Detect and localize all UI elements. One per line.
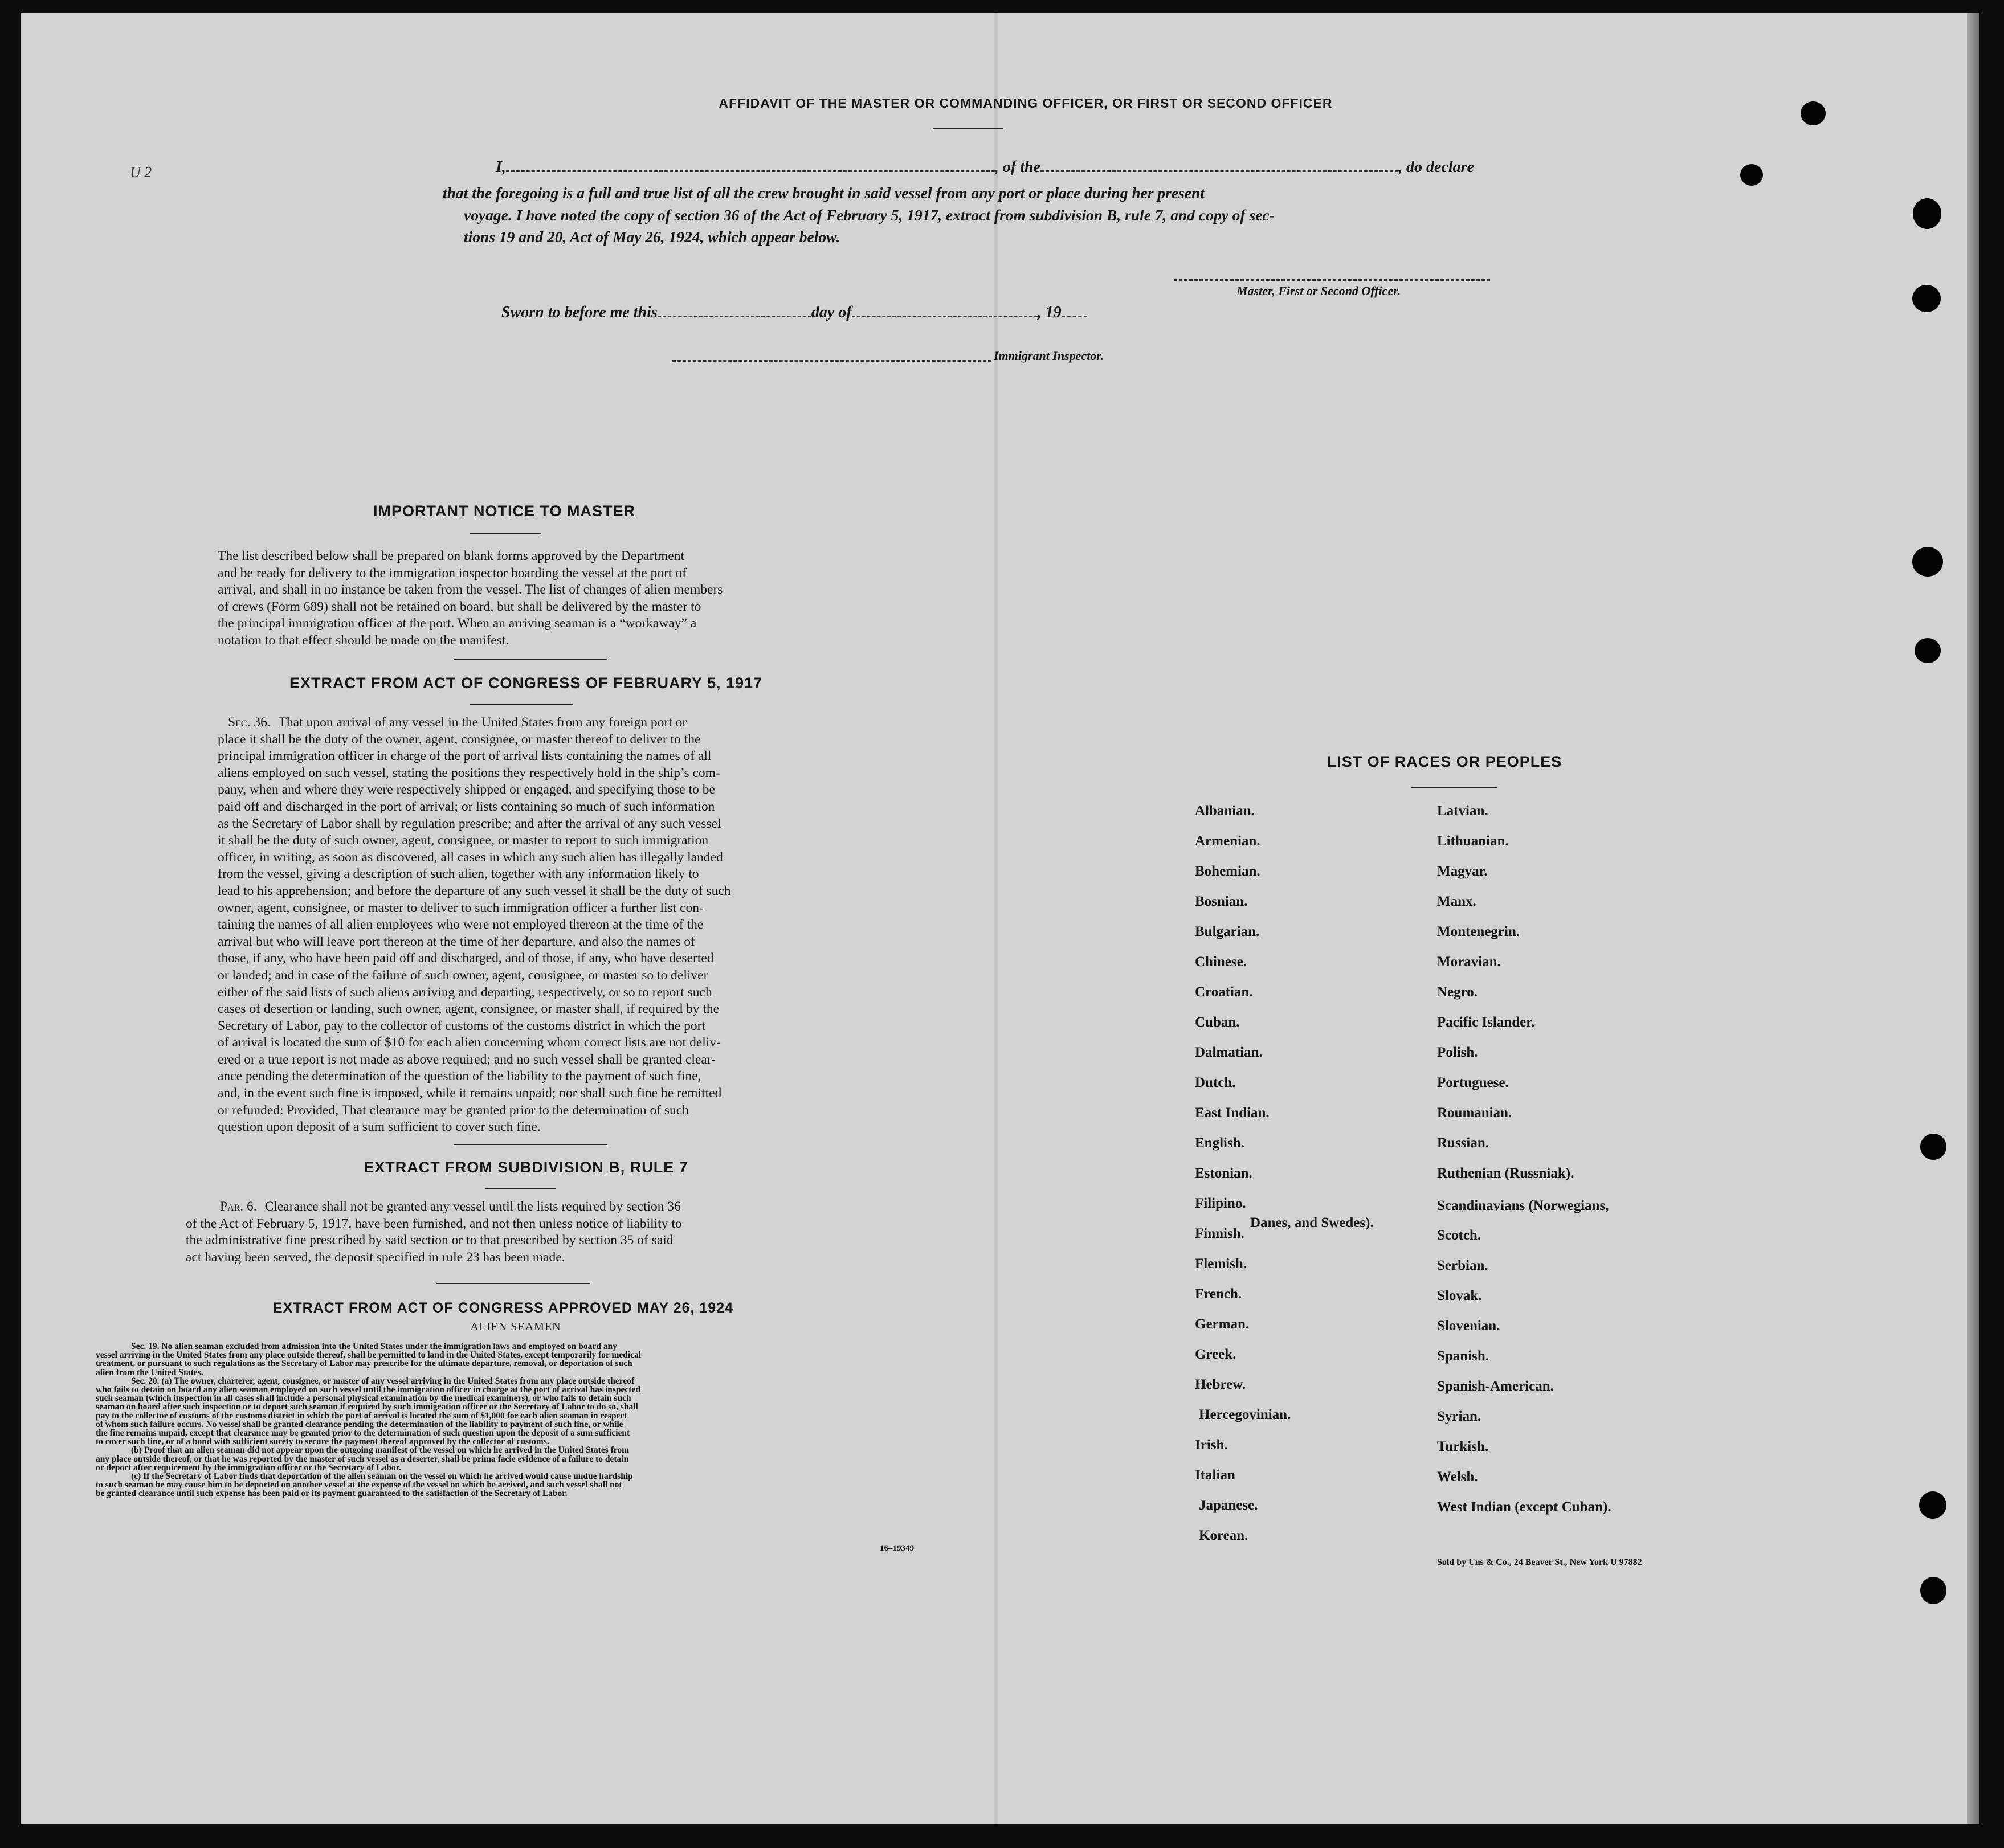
master-signature-label: Master, First or Second Officer.	[1236, 284, 1401, 298]
extract-1924-line: to cover such fine, or of a bond with sufficient surety to secure the payment thereof approved by the collector of customs.	[96, 1437, 549, 1447]
race-entry: Ruthenian (Russniak).	[1437, 1166, 1574, 1181]
rule-7-rule	[485, 1188, 556, 1189]
extract-1917-line: or landed; and in case of the failure of such owner, agent, consignee, or master so to deliver	[218, 967, 708, 983]
extract-1917-line: principal immigration officer in charge of the port of arrival lists containing the names of all	[218, 749, 712, 764]
race-entry: Slovak.	[1437, 1288, 1482, 1303]
extract-1917-line: either of the said lists of such aliens arriving and departing, respectively, or so to report such	[218, 984, 712, 1000]
race-entry: Irish.	[1195, 1437, 1228, 1453]
title-rule	[933, 128, 1003, 129]
race-entry: Chinese.	[1195, 954, 1247, 970]
notice-line: arrival, and shall in no instance be taken from the vessel. The list of changes of alien members	[218, 582, 723, 598]
punch-hole	[1912, 547, 1943, 577]
sworn-day-field[interactable]	[658, 305, 811, 317]
extract-1917-title: EXTRACT FROM ACT OF CONGRESS OF FEBRUARY 5, 1917	[289, 674, 763, 692]
extract-1924-line: Sec. 19. No alien seaman excluded from admission into the United States under the immigration laws and employed on board any	[131, 1342, 617, 1351]
race-entry: Roumanian.	[1437, 1105, 1512, 1121]
form-number: 16–19349	[880, 1544, 914, 1553]
extract-1924-line: to such seaman he may cause him to be deported on another vessel at the expense of the vessel on which he arrived, and such vessel shall not	[96, 1480, 622, 1490]
extract-1917-line: pany, when and where they were respectively shipped or engaged, and specifying those to be	[218, 782, 715, 798]
race-entry: Spanish.	[1437, 1348, 1489, 1364]
race-entry: Greek.	[1195, 1347, 1236, 1362]
race-entry: Montenegrin.	[1437, 924, 1520, 939]
extract-1917-line: it shall be the duty of such owner, agent, consignee, or master to report to such immigration	[218, 833, 709, 848]
sec-36-label: Sec. 36.	[228, 715, 271, 730]
race-entry: Filipino.	[1195, 1196, 1246, 1211]
vessel-name-field[interactable]	[1040, 160, 1398, 172]
race-entry: Spanish-American.	[1437, 1379, 1554, 1394]
race-entry: Latvian.	[1437, 803, 1488, 819]
punch-hole	[1801, 101, 1826, 125]
race-entry: English.	[1195, 1135, 1244, 1151]
race-entry: Welsh.	[1437, 1469, 1478, 1485]
extract-1924-title: EXTRACT FROM ACT OF CONGRESS APPROVED MAY 26, 1924	[272, 1300, 734, 1316]
notice-title-rule	[470, 533, 541, 534]
day-of-label: day of	[811, 304, 852, 321]
race-entry: French.	[1195, 1286, 1242, 1302]
declarant-label: I,	[496, 158, 506, 176]
race-entry: Pacific Islander.	[1437, 1015, 1535, 1030]
declaration-line-2: that the foregoing is a full and true list of all the crew brought in said vessel from any port or place during her present	[443, 184, 1205, 202]
race-entry: Flemish.	[1195, 1256, 1247, 1271]
rule-7-line: the administrative fine prescribed by said section or to that prescribed by section 35 of said	[186, 1233, 674, 1248]
extract-1924-line: who fails to detain on board any alien seaman employed on such vessel until the immigration officer in charge at the port of arrival has inspected	[96, 1385, 640, 1395]
race-entry: Danes, and Swedes).	[1250, 1215, 1374, 1230]
extract-1917-line: Secretary of Labor, pay to the collector of customs of the customs district in which the port	[218, 1018, 705, 1033]
declare-label: , do declare	[1398, 158, 1474, 176]
notice-title: IMPORTANT NOTICE TO MASTER	[373, 502, 635, 520]
affidavit-title: AFFIDAVIT OF THE MASTER OR COMMANDING OFFICER, OR FIRST OR SECOND OFFICER	[719, 96, 1333, 111]
punch-hole	[1912, 285, 1941, 312]
extract-1924-line: (b) Proof that an alien seaman did not appear upon the outgoing manifest of the vessel on which he arrived in the United States from	[131, 1445, 630, 1455]
race-entry: Croatian.	[1195, 984, 1253, 1000]
race-entry: Albanian.	[1195, 803, 1255, 819]
extract-1917-line: as the Secretary of Labor shall by regulation prescribe; and after the arrival of any such vessel	[218, 816, 721, 831]
declaration-line-4: tions 19 and 20, Act of May 26, 1924, which appear below.	[464, 228, 840, 246]
notice-body	[218, 548, 831, 649]
race-entry: Polish.	[1437, 1045, 1478, 1060]
race-entry: Lithuanian.	[1437, 833, 1509, 849]
sworn-line	[501, 304, 1087, 322]
race-entry: Turkish.	[1437, 1439, 1489, 1454]
par-6-label: Par. 6.	[220, 1199, 257, 1214]
extract-1924-line: treatment, or pursuant to such regulations as the Secretary of Labor may prescribe for the ultimate departure, removal, or deportation of such	[96, 1359, 632, 1369]
master-signature-field[interactable]	[1174, 271, 1490, 281]
extract-1924-line: such seaman (which inspection in all cases shall include a personal physical examination by the medical examiners), or who fails to detain such	[96, 1393, 631, 1404]
extract-1924-line: alien from the United States.	[96, 1367, 203, 1377]
extract-1917-line: or refunded: Provided, That clearance may be granted prior to the determination of such	[218, 1102, 689, 1118]
extract-1917-line: arrival but who will leave port thereon at the time of her departure, and also the names of	[218, 934, 695, 949]
punch-hole	[1740, 164, 1763, 186]
race-entry: Moravian.	[1437, 954, 1501, 970]
extract-1917-line: ance pending the determination of the question of the liability to the payment of such fine,	[218, 1069, 701, 1084]
race-entry: Scotch.	[1437, 1228, 1481, 1243]
notice-line: of crews (Form 689) shall not be retained on board, but shall be delivered by the master to	[218, 599, 701, 614]
extract-1917-line: lead to his apprehension; and before the departure of any such vessel it shall be the duty of such	[218, 883, 731, 898]
extract-1917-line: owner, agent, consignee, or master to deliver to such immigration officer a further list con-	[218, 900, 704, 915]
declarant-name-field[interactable]	[506, 160, 995, 172]
extract-1917-line: ered or a true report is not made as above required; and no such vessel shall be granted clear-	[218, 1052, 716, 1067]
extract-1924-line: be granted clearance until such expense has been paid or its payment guaranteed to the satisfaction of the Secretary of Labor.	[96, 1489, 568, 1499]
declaration-line-1	[496, 158, 1474, 177]
race-entry: Bosnian.	[1195, 894, 1248, 909]
inspector-signature-field[interactable]	[672, 352, 991, 362]
extract-1917-line: place it shall be the duty of the owner, agent, consignee, or master thereof to deliver to the	[218, 731, 701, 747]
race-entry: Bulgarian.	[1195, 924, 1260, 939]
race-entry: Negro.	[1437, 984, 1478, 1000]
extract-1917-line: cases of desertion or landing, such owner, agent, consignee, or master shall, if required by the	[218, 1001, 720, 1017]
notice-line: and be ready for delivery to the immigration inspector boarding the vessel at the port of	[218, 565, 687, 580]
race-entry: Armenian.	[1195, 833, 1260, 849]
inspector-label: Immigrant Inspector.	[994, 349, 1104, 363]
center-fold	[994, 13, 998, 1824]
race-entry: German.	[1195, 1317, 1250, 1332]
section-rule	[436, 1283, 590, 1284]
race-entry: Korean.	[1199, 1528, 1248, 1543]
race-entry: Magyar.	[1437, 864, 1488, 879]
extract-1924-line: seaman on board after such inspection or to deport such seaman if required by such immigration officer or the Secretary of Labor to do so, shall	[96, 1402, 638, 1412]
race-entry: Dalmatian.	[1195, 1045, 1263, 1060]
race-entry: East Indian.	[1195, 1105, 1270, 1121]
races-title: LIST OF RACES OR PEOPLES	[1327, 753, 1562, 770]
declaration-line-3: voyage. I have noted the copy of section 36 of the Act of February 5, 1917, extract from subdivision B, rule 7, and copy of sec-	[464, 206, 1275, 224]
sworn-month-field[interactable]	[852, 305, 1038, 317]
race-entry: Scandinavians (Norwegians,	[1437, 1198, 1609, 1213]
extract-1917-rule	[470, 704, 573, 705]
extract-1917-body	[218, 714, 831, 1136]
race-entry: Serbian.	[1437, 1258, 1488, 1273]
extract-1917-line: from the vessel, giving a description of such alien, together with any information likely to	[218, 866, 699, 882]
extract-1924-line: vessel arriving in the United States from any place outside thereof, shall be permitted to land in the United States, except temporarily for medical	[96, 1350, 642, 1360]
punch-hole	[1919, 1491, 1946, 1519]
extract-1924-line: the fine remains unpaid, except that clearance may be granted prior to the determination of such question upon the deposit of a sum sufficient	[96, 1428, 630, 1438]
punch-hole	[1913, 198, 1941, 229]
rule-7-title: EXTRACT FROM SUBDIVISION B, RULE 7	[364, 1159, 688, 1176]
race-entry: Japanese.	[1199, 1498, 1258, 1513]
extract-1917-line: and, in the event such fine is imposed, while it remains unpaid; nor shall such fine be remitted	[218, 1086, 722, 1101]
extract-1917-line: aliens employed on such vessel, stating the positions they respectively hold in the ship’s com-	[218, 765, 720, 780]
extract-1917-line: Sec. 36. That upon arrival of any vessel in the United States from any foreign port or	[228, 715, 687, 730]
year-label: , 19	[1037, 304, 1062, 321]
rule-7-line: of the Act of February 5, 1917, have been furnished, and not then unless notice of liability to	[186, 1216, 682, 1231]
race-entry: Slovenian.	[1437, 1318, 1500, 1334]
race-entry: Finnish.	[1195, 1226, 1244, 1241]
extract-1917-line: officer, in writing, as soon as discovered, all cases in which any such alien has illegally landed	[218, 849, 723, 865]
extract-1924-line: Sec. 20. (a) The owner, charterer, agent, consignee, or master of any vessel arriving in the United States from any place outside thereof	[131, 1376, 635, 1386]
notice-line: notation to that effect should be made on the manifest.	[218, 632, 509, 648]
extract-1917-line: those, if any, who have been paid off and discharged, and of those, if any, who have deserted	[218, 951, 714, 966]
rule-7-line: act having been served, the deposit specified in rule 23 has been made.	[186, 1249, 565, 1265]
extract-1917-line: of arrival is located the sum of $10 for each alien concerning whom correct lists are not deliv-	[218, 1035, 721, 1050]
sworn-label: Sworn to before me this	[501, 304, 658, 321]
race-entry: Manx.	[1437, 894, 1476, 909]
extract-1924-line: any place outside thereof, or that he was reported by the master of such vessel as a deserter, shall be prima facie evidence of a failure to detain	[96, 1454, 629, 1464]
rule-7-body	[186, 1199, 832, 1266]
extract-1924-body	[96, 1342, 925, 1498]
race-entry: Italian	[1195, 1467, 1235, 1483]
extract-1924-line: pay to the collector of customs of the customs district in which the port of arrival is located the sum of $1,000 for each alien seaman in respect	[96, 1410, 627, 1421]
alien-seamen-subtitle: ALIEN SEAMEN	[470, 1320, 561, 1333]
race-entry: Estonian.	[1195, 1166, 1252, 1181]
punch-hole	[1920, 1134, 1946, 1160]
printer-imprint: Sold by Uns & Co., 24 Beaver St., New York U 97882	[1437, 1557, 1642, 1567]
margin-mark: U 2	[130, 164, 152, 181]
notice-line: the principal immigration officer at the port. When an arriving seaman is a “workaway” a	[218, 616, 697, 631]
paper-edge-shadow	[1967, 13, 1979, 1824]
extract-1924-line: or deport after requirement by the immigration officer or the Secretary of Labor.	[96, 1462, 401, 1473]
race-entry: Hercegovinian.	[1199, 1407, 1291, 1422]
extract-1917-line: taining the names of all alien employees who were not employed thereon at the time of the	[218, 917, 704, 933]
extract-1917-line: question upon deposit of a sum sufficient to cover such fine.	[218, 1119, 541, 1135]
race-entry: Hebrew.	[1195, 1377, 1246, 1392]
race-entry: West Indian (except Cuban).	[1437, 1499, 1611, 1515]
races-title-rule	[1411, 787, 1497, 788]
race-entry: Dutch.	[1195, 1075, 1236, 1090]
race-entry: Bohemian.	[1195, 864, 1260, 879]
punch-hole	[1915, 638, 1941, 663]
sworn-year-field[interactable]	[1062, 305, 1087, 317]
race-entry: Syrian.	[1437, 1409, 1481, 1424]
extract-1917-line: paid off and discharged in the port of arrival; or lists containing so much of such information	[218, 799, 715, 814]
punch-hole	[1920, 1577, 1946, 1604]
race-entry: Russian.	[1437, 1135, 1489, 1151]
section-rule	[454, 1144, 607, 1145]
vessel-label: , of the	[994, 158, 1041, 176]
extract-1924-line: (c) If the Secretary of Labor finds that deportation of the alien seaman on the vessel on which he arrived would cause undue hardship	[131, 1471, 633, 1482]
notice-line: The list described below shall be prepared on blank forms approved by the Department	[218, 549, 684, 563]
extract-1924-line: of whom such failure occurs. No vessel shall be granted clearance pending the determination of the liability to payment of such fine, or while	[96, 1419, 623, 1429]
race-entry: Cuban.	[1195, 1015, 1240, 1030]
race-entry: Portuguese.	[1437, 1075, 1509, 1090]
rule-7-line: Par. 6. Clearance shall not be granted any vessel until the lists required by section 36	[220, 1199, 681, 1214]
section-rule	[454, 659, 607, 660]
